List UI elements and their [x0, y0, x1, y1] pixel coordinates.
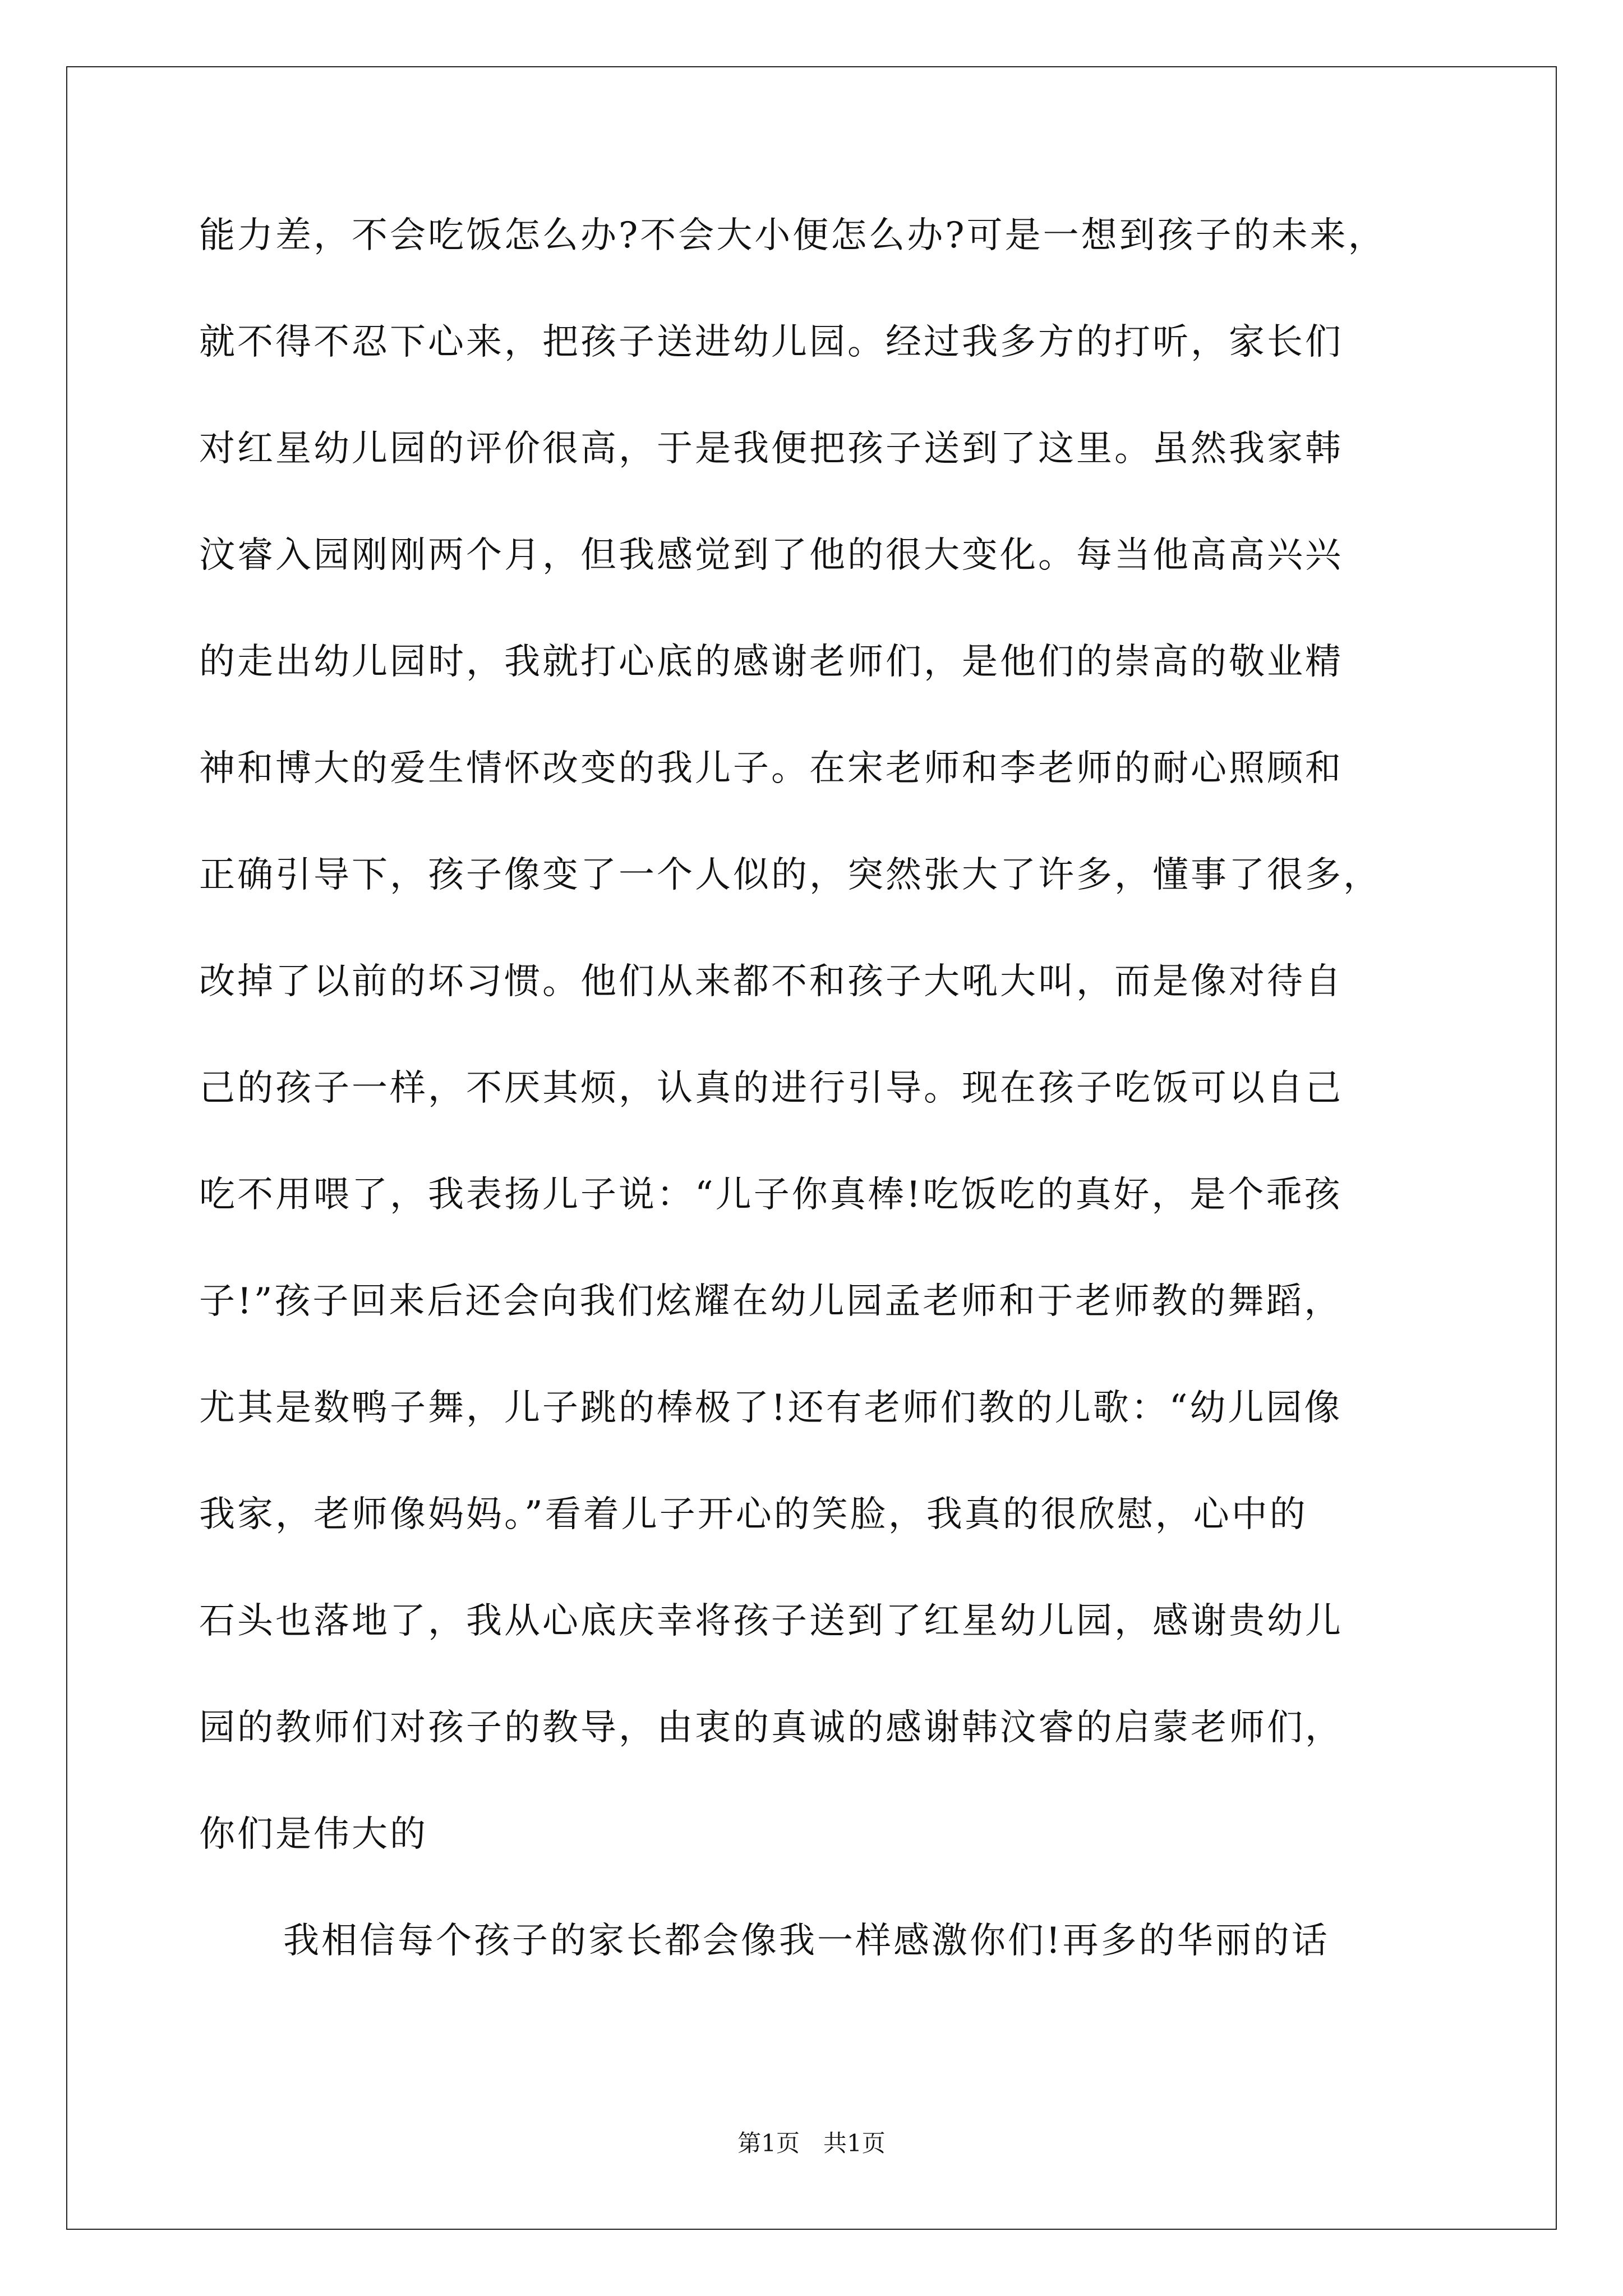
paragraph-first-line: 我相信每个孩子的家长都会像我一样感激你们!再多的华丽的话: [283, 1920, 1330, 1962]
text-line: 吃不用喂了，我表扬儿子说：“儿子你真棒!吃饭吃的真好，是个乖孩: [199, 1174, 1343, 1216]
text-line: 对红星幼儿园的评价很高，于是我便把孩子送到了这里。虽然我家韩: [199, 428, 1343, 470]
text-line: 园的教师们对孩子的教导，由衷的真诚的感谢韩汶睿的启蒙老师们，: [199, 1707, 1343, 1749]
text-line: 能力差，不会吃饭怎么办?不会大小便怎么办?可是一想到孩子的未来，: [199, 215, 1386, 256]
text-line: 就不得不忍下心来，把孩子送进幼儿园。经过我多方的打听，家长们: [199, 321, 1343, 363]
page-footer: 第1页 共1页: [737, 2129, 886, 2157]
page-border: [66, 66, 1557, 2230]
text-line: 我家，老师像妈妈。”看着儿子开心的笑脸，我真的很欣慰，心中的: [199, 1494, 1308, 1535]
text-line: 子!”孩子回来后还会向我们炫耀在幼儿园孟老师和于老师教的舞蹈，: [199, 1281, 1343, 1322]
text-line: 己的孩子一样，不厌其烦，认真的进行引导。现在孩子吃饭可以自己: [199, 1068, 1343, 1109]
text-line: 尤其是数鸭子舞，儿子跳的棒极了!还有老师们教的儿歌：“幼儿园像: [199, 1387, 1343, 1429]
text-line: 石头也落地了，我从心底庆幸将孩子送到了红星幼儿园，感谢贵幼儿: [199, 1600, 1343, 1642]
text-line: 改掉了以前的坏习惯。他们从来都不和孩子大吼大叫，而是像对待自: [199, 961, 1343, 1002]
text-line: 正确引导下，孩子像变了一个人似的，突然张大了许多，懂事了很多，: [199, 854, 1381, 896]
text-line: 的走出幼儿园时，我就打心底的感谢老师们，是他们的崇高的敬业精: [199, 641, 1343, 683]
text-line: 神和博大的爱生情怀改变的我儿子。在宋老师和李老师的耐心照顾和: [199, 748, 1343, 789]
text-line: 汶睿入园刚刚两个月，但我感觉到了他的很大变化。每当他高高兴兴: [199, 535, 1343, 576]
text-line: 你们是伟大的: [199, 1814, 428, 1855]
